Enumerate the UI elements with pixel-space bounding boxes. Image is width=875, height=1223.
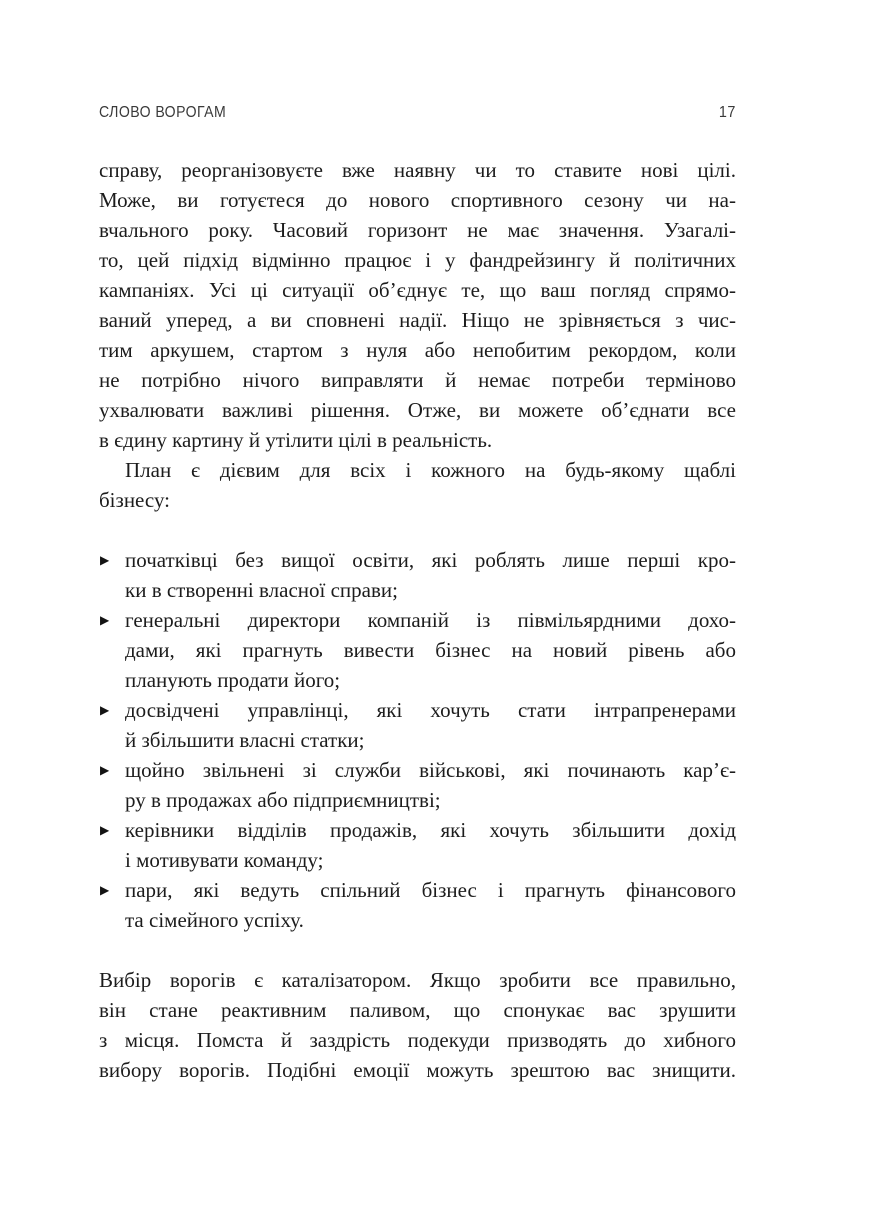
text-line: генеральні директори компаній із півмільярдними дохо- [125,608,736,632]
text-line: ру в продажах або підприємництві; [125,788,441,812]
text-line: та сімейного успіху. [125,908,304,932]
text-line: вчального року. Часовий горизонт не має значення. Узагалі- [99,218,736,242]
triangle-bullet-icon: ▶ [100,823,110,837]
triangle-bullet-icon: ▶ [100,613,110,627]
triangle-bullet-icon: ▶ [100,553,110,567]
text-line: Вибір ворогів є каталізатором. Якщо зробити все правильно, [99,968,736,992]
list-item [100,875,736,935]
list-item [100,545,736,605]
text-line: то, цей підхід відмінно працює і у фандрейзингу й політичних [99,248,736,272]
text-line: Може, ви готуєтеся до нового спортивного сезону чи на- [99,188,736,212]
text-line: планують продати його; [125,668,341,692]
list-item [100,815,736,875]
list-item [100,605,736,695]
text-line: й збільшити власні статки; [125,728,365,752]
running-header [99,104,736,122]
paragraph-1 [99,155,736,455]
triangle-bullet-icon: ▶ [100,763,110,777]
text-line: пари, які ведуть спільний бізнес і прагнуть фінансового [125,878,736,902]
bullet-list [99,545,736,935]
list-item [100,755,736,815]
text-line: План є дієвим для всіх і кожного на будь-якому щаблі [125,458,736,482]
text-line: початківці без вищої освіти, які роблять лише перші кро- [125,548,736,572]
triangle-bullet-icon: ▶ [100,703,110,717]
text-line: не потрібно нічого виправляти й немає потреби терміново [99,368,736,392]
text-line: дами, які прагнуть вивести бізнес на новий рівень або [125,638,736,662]
page-body [99,155,736,1085]
text-line: в єдину картину й утілити цілі в реальність. [99,428,493,452]
text-line: досвідчені управлінці, які хочуть стати інтрапренерами [125,698,736,722]
page-number: 17 [719,104,736,121]
text-line: кампаніях. Усі ці ситуації об’єднує те, що ваш погляд спрямо- [99,278,736,302]
text-line: бізнесу: [99,488,170,512]
text-line: ки в створенні власної справи; [125,578,398,602]
text-line: щойно звільнені зі служби військові, які починають кар’є- [125,758,736,782]
text-line: вибору ворогів. Подібні емоції можуть зрештою вас знищити. [99,1058,736,1082]
text-line: він стане реактивним паливом, що спонукає вас зрушити [99,998,736,1022]
running-header-title: СЛОВО ВОРОГАМ [99,104,227,121]
text-line: ухвалювати важливі рішення. Отже, ви можете об’єднати все [99,398,736,422]
list-item [100,695,736,755]
text-line: з місця. Помста й заздрість подекуди призводять до хибного [99,1028,736,1052]
triangle-bullet-icon: ▶ [100,883,110,897]
text-line: ваний уперед, а ви сповнені надії. Ніщо не зрівняється з чис- [99,308,736,332]
paragraph-2 [99,455,736,515]
text-line: справу, реорганізовуєте вже наявну чи то ставите нові цілі. [99,158,736,182]
text-line: і мотивувати команду; [125,848,324,872]
text-line: тим аркушем, стартом з нуля або непобитим рекордом, коли [99,338,736,362]
paragraph-3 [99,965,736,1085]
text-line: керівники відділів продажів, які хочуть збільшити дохід [125,818,736,842]
